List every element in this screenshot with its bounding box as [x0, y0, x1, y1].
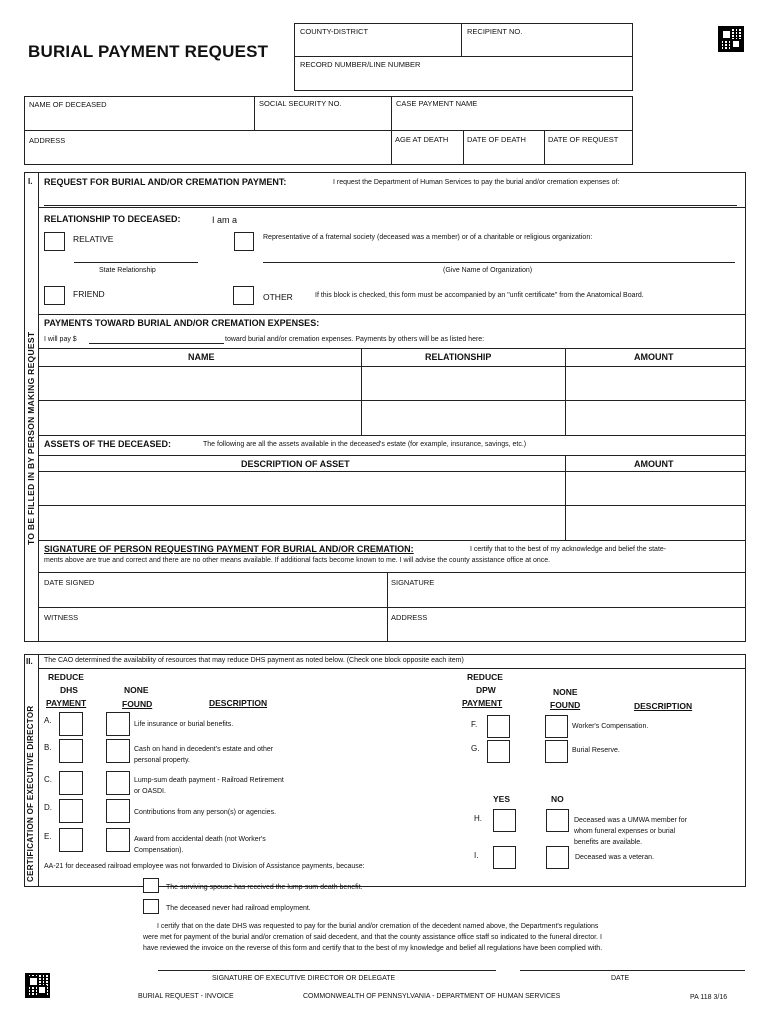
item-e-reduce-checkbox[interactable] [59, 828, 83, 852]
item-b-description-1: Cash on hand in decedent's estate and other [134, 746, 274, 753]
signature-text-1: I certify that to the best of my acknowledge and belief the state- [470, 546, 667, 553]
right-dpw-label: DPW [476, 685, 496, 695]
representative-text: Representative of a fraternal society (deceased was a member) or of a charitable or religious organization: [263, 234, 593, 241]
witness-address-field[interactable]: ADDRESS [391, 613, 428, 622]
spouse-checkbox[interactable] [143, 878, 159, 893]
item-i-yes-checkbox[interactable] [493, 846, 516, 869]
aa21-text: AA-21 for deceased railroad employee was not forwarded to Division of Assistance payments, because: [44, 863, 365, 870]
toward-text: toward burial and/or cremation expenses. Payments by others will be as listed here: [225, 336, 485, 343]
section-2-side-label: CERTIFICATION OF EXECUTIVE DIRECTOR [26, 705, 35, 882]
right-found-label: FOUND [550, 700, 581, 710]
right-payment-label: PAYMENT [462, 698, 503, 708]
item-a-reduce-checkbox[interactable] [59, 712, 83, 736]
i-will-pay-label: I will pay $ [44, 336, 77, 343]
item-e-description-1: Award from accidental death (not Worker's [134, 836, 266, 843]
address-field[interactable]: ADDRESS [29, 136, 66, 145]
deceased-name-line[interactable] [44, 205, 737, 206]
item-h-yes-checkbox[interactable] [493, 809, 516, 832]
certify-text-1: I certify that on the date DHS was requested to pay for the burial and/or cremation of the decedent named above, the Department's regulations [157, 923, 599, 930]
item-c-reduce-checkbox[interactable] [59, 771, 83, 795]
form-title: BURIAL PAYMENT REQUEST [28, 42, 269, 61]
item-f-none-checkbox[interactable] [545, 715, 568, 738]
date-of-request-field[interactable]: DATE OF REQUEST [548, 135, 619, 144]
payments-row-1[interactable] [40, 368, 744, 399]
item-h-no-checkbox[interactable] [546, 809, 569, 832]
relative-checkbox[interactable] [44, 232, 65, 251]
section-2-numeral: II. [26, 657, 33, 666]
left-reduce-label: REDUCE [48, 672, 84, 682]
employment-text: The deceased never had railroad employment. [166, 905, 311, 912]
other-checkbox[interactable] [233, 286, 254, 305]
employment-checkbox[interactable] [143, 899, 159, 914]
yes-label: YES [493, 794, 511, 804]
item-e-letter: E. [44, 832, 52, 841]
assets-col-description: DESCRIPTION OF ASSET [241, 459, 350, 469]
signature-field[interactable]: SIGNATURE [391, 578, 435, 587]
pay-amount-line[interactable] [89, 343, 224, 344]
signature-heading: SIGNATURE OF PERSON REQUESTING PAYMENT FOR BURIAL AND/OR CREMATION: [44, 544, 414, 554]
section-1-side-label: TO BE FILLED IN BY PERSON MAKING REQUEST [26, 331, 36, 545]
request-heading: REQUEST FOR BURIAL AND/OR CREMATION PAYMENT: [44, 177, 287, 187]
item-b-letter: B. [44, 743, 52, 752]
item-c-letter: C. [44, 775, 52, 784]
qr-code-bottom [25, 973, 50, 998]
item-g-reduce-checkbox[interactable] [487, 740, 510, 763]
case-payment-name-field[interactable]: CASE PAYMENT NAME [396, 99, 478, 108]
payments-heading: PAYMENTS TOWARD BURIAL AND/OR CREMATION EXPENSES: [44, 318, 320, 328]
item-a-letter: A. [44, 716, 52, 725]
exec-signature-label: SIGNATURE OF EXECUTIVE DIRECTOR OR DELEGATE [212, 975, 396, 982]
right-none-label: NONE [553, 687, 578, 697]
assets-row-1[interactable] [40, 473, 744, 504]
assets-row-2[interactable] [40, 507, 744, 539]
payments-col-name: NAME [188, 352, 215, 362]
right-reduce-label: REDUCE [467, 672, 503, 682]
give-name-org-label: (Give Name of Organization) [443, 267, 533, 274]
item-f-letter: F. [471, 720, 478, 729]
section-2-intro: The CAO determined the availability of resources that may reduce DHS payment as noted below. (Check one block opposite each item) [44, 657, 464, 664]
exec-signature-line[interactable] [158, 970, 496, 971]
item-c-none-checkbox[interactable] [106, 771, 130, 795]
county-district-field[interactable]: COUNTY-DISTRICT [300, 27, 369, 36]
footer-left: BURIAL REQUEST - INVOICE [138, 993, 234, 1000]
exec-date-label: DATE [611, 975, 630, 982]
item-a-description: Life insurance or burial benefits. [134, 721, 234, 728]
record-number-field[interactable]: RECORD NUMBER/LINE NUMBER [300, 60, 421, 69]
date-signed-field[interactable]: DATE SIGNED [44, 578, 95, 587]
age-at-death-field[interactable]: AGE AT DEATH [395, 135, 449, 144]
footer-center: COMMONWEALTH OF PENNSYLVANIA - DEPARTMENT OF HUMAN SERVICES [303, 993, 561, 1000]
no-label: NO [551, 794, 564, 804]
i-am-a-label: I am a [212, 215, 238, 225]
payments-col-amount: AMOUNT [634, 352, 674, 362]
item-h-description-3: benefits are available. [574, 839, 643, 846]
item-b-none-checkbox[interactable] [106, 739, 130, 763]
item-e-description-2: Compensation). [134, 847, 184, 854]
item-c-description-1: Lump-sum death payment - Railroad Retirement [134, 777, 284, 784]
relationship-heading: RELATIONSHIP TO DECEASED: [44, 214, 181, 224]
other-text: If this block is checked, this form must be accompanied by an "unfit certificate" from the Anatomical Board. [315, 292, 644, 299]
item-b-description-2: personal property. [134, 757, 190, 764]
left-payment-label: PAYMENT [46, 698, 87, 708]
payments-col-relationship: RELATIONSHIP [425, 352, 492, 362]
item-c-description-2: or OASDI. [134, 788, 166, 795]
exec-date-line[interactable] [520, 970, 745, 971]
other-label: OTHER [263, 292, 293, 302]
left-dhs-label: DHS [60, 685, 78, 695]
qr-code-top [718, 26, 744, 52]
state-relationship-label: State Relationship [99, 267, 156, 274]
item-i-no-checkbox[interactable] [546, 846, 569, 869]
item-d-reduce-checkbox[interactable] [59, 799, 83, 823]
item-g-none-checkbox[interactable] [545, 740, 568, 763]
assets-text: The following are all the assets available in the deceased's estate (for example, insurance, savings, etc.) [203, 441, 527, 448]
assets-heading: ASSETS OF THE DECEASED: [44, 439, 172, 449]
request-text: I request the Department of Human Services to pay the burial and/or cremation expenses of: [333, 179, 620, 186]
left-none-label: NONE [124, 685, 149, 695]
right-description-label: DESCRIPTION [634, 701, 693, 711]
item-e-none-checkbox[interactable] [106, 828, 130, 852]
item-d-none-checkbox[interactable] [106, 799, 130, 823]
friend-checkbox[interactable] [44, 286, 65, 305]
item-h-description-1: Deceased was a UMWA member for [574, 817, 687, 824]
ssn-field[interactable]: SOCIAL SECURITY NO. [259, 99, 342, 108]
certify-text-2: were met for payment of the burial and/or cremation of said decedent, and that the county assistance office staff so indicated to the funeral director. I [143, 934, 602, 941]
spouse-text: The surviving spouse has received the lump-sum death benefit. [166, 884, 363, 891]
item-d-letter: D. [44, 803, 52, 812]
item-i-description: Deceased was a veteran. [575, 854, 654, 861]
state-relationship-line[interactable] [74, 262, 198, 263]
friend-label: FRIEND [73, 289, 105, 299]
item-g-description: Burial Reserve. [572, 747, 620, 754]
payments-row-2[interactable] [40, 402, 744, 434]
organization-name-line[interactable] [263, 262, 735, 263]
date-of-death-field[interactable]: DATE OF DEATH [467, 135, 526, 144]
item-g-letter: G. [471, 744, 480, 753]
left-found-label: FOUND [122, 699, 153, 709]
representative-checkbox[interactable] [234, 232, 254, 251]
item-i-letter: I. [474, 851, 479, 860]
relative-label: RELATIVE [73, 234, 114, 244]
signature-text-2: ments above are true and correct and there are no other means available. If additional facts become known to me. I will advise the county assistance office at once. [44, 557, 551, 564]
section-1-numeral: I. [28, 177, 33, 186]
item-f-reduce-checkbox[interactable] [487, 715, 510, 738]
footer-form-number: PA 118 3/16 [690, 994, 728, 1001]
recipient-no-field[interactable]: RECIPIENT NO. [467, 27, 523, 36]
item-f-description: Worker's Compensation. [572, 723, 649, 730]
assets-col-amount: AMOUNT [634, 459, 674, 469]
item-d-description: Contributions from any person(s) or agencies. [134, 809, 277, 816]
left-description-label: DESCRIPTION [209, 698, 268, 708]
name-of-deceased-field[interactable]: NAME OF DECEASED [29, 100, 107, 109]
item-a-none-checkbox[interactable] [106, 712, 130, 736]
item-h-description-2: whom funeral expenses or burial [574, 828, 676, 835]
certify-text-3: have reviewed the invoice on the reverse of this form and certify that to the best of my knowledge and belief all regulations have been complied with. [143, 945, 603, 952]
item-b-reduce-checkbox[interactable] [59, 739, 83, 763]
witness-field[interactable]: WITNESS [44, 613, 79, 622]
item-h-letter: H. [474, 814, 482, 823]
